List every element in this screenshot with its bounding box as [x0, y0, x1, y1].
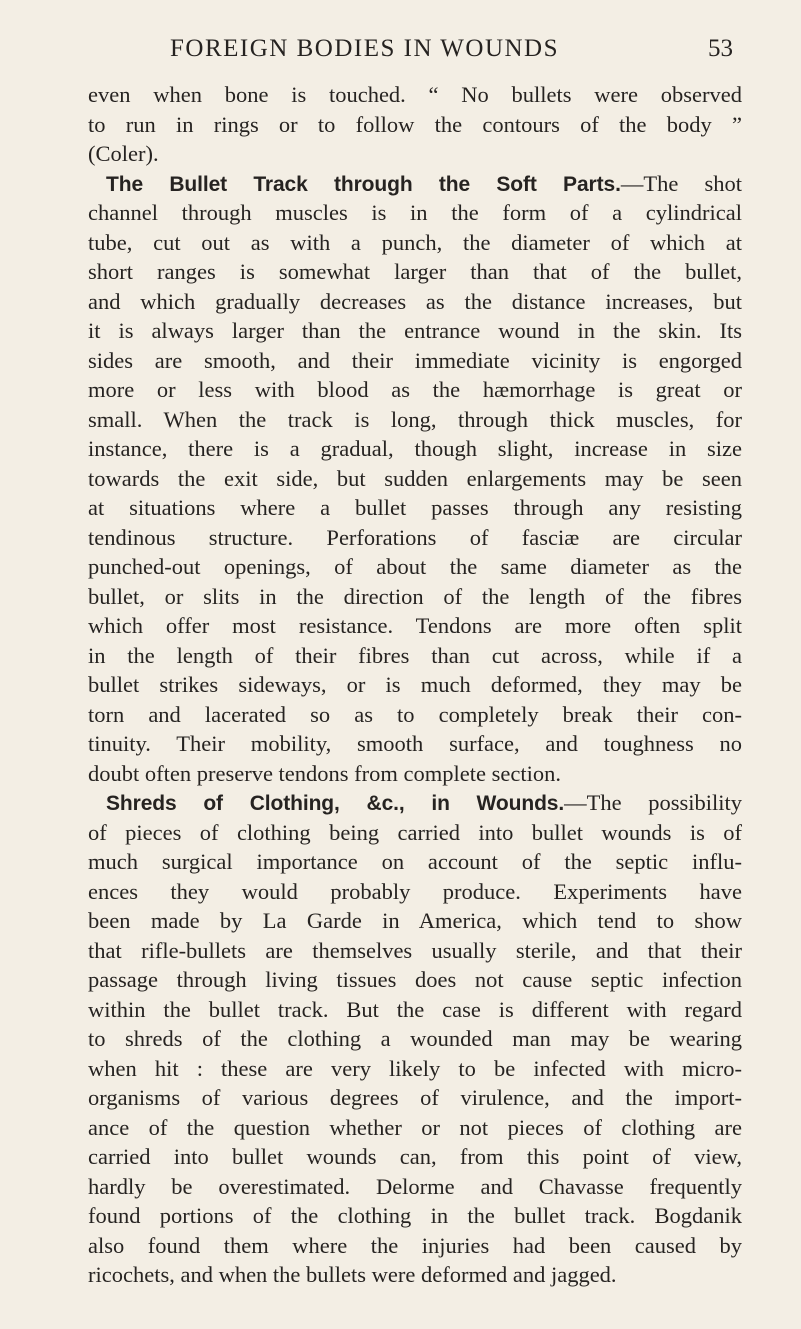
text-line: [88, 493, 742, 523]
text-line: [88, 523, 742, 553]
line-text: also found them where the injuries had been caused by: [88, 1232, 742, 1258]
line-text: towards the exit side, but sudden enlargements may be seen: [88, 465, 742, 491]
text-line: [88, 139, 742, 169]
text-line: [88, 936, 742, 966]
line-text: it is always larger than the entrance wound in the skin. Its: [88, 318, 742, 343]
line-text: punched-out openings, of about the same diameter as the: [88, 554, 742, 579]
line-text: channel through muscles is in the form of a cylindrical: [88, 200, 742, 225]
line-text: even when bone is touched. “ No bullets were observed: [88, 82, 742, 107]
text-line: [88, 1024, 742, 1054]
text-line: [88, 228, 742, 258]
line-text: to shreds of the clothing a wounded man may be wearing: [88, 1026, 742, 1051]
line-text: and which gradually decreases as the distance increases, but: [88, 288, 742, 314]
line-text: hardly be overestimated. Delorme and Chavasse frequently: [88, 1173, 742, 1199]
section-heading: Shreds of Clothing, &c., in Wounds.: [106, 792, 565, 815]
line-text: of pieces of clothing being carried into bullet wounds is of: [88, 819, 742, 845]
text-line: [88, 1142, 742, 1172]
line-text: tendinous structure. Perforations of fasciæ are circular: [88, 524, 742, 550]
text-line: [88, 198, 742, 228]
line-text: which offer most resistance. Tendons are more often split: [88, 613, 742, 638]
text-line: [88, 375, 742, 405]
text-line: [88, 1083, 742, 1113]
line-text: found portions of the clothing in the bullet track. Bogdanik: [88, 1203, 742, 1228]
line-text: bullet, or slits in the direction of the length of the fibres: [88, 583, 742, 609]
line-text: much surgical importance on account of the septic influ-: [88, 849, 742, 874]
line-text: in the length of their fibres than cut across, while if a: [88, 642, 742, 668]
text-line: [88, 906, 742, 936]
body-text: [88, 80, 742, 1290]
section-heading-line: [88, 788, 742, 818]
line-text: organisms of various degrees of virulence, and the import-: [88, 1085, 742, 1110]
text-line: [88, 434, 742, 464]
line-text: ences they would probably produce. Experiments have: [88, 878, 742, 904]
text-line: [88, 110, 742, 140]
text-line: [88, 729, 742, 759]
text-line: [88, 1113, 742, 1143]
text-line: [88, 847, 742, 877]
line-text: ricochets, and when the bullets were deformed and jagged.: [88, 1262, 617, 1287]
text-line: [88, 759, 742, 789]
running-head-title: FOREIGN BODIES IN WOUNDS: [170, 35, 560, 62]
text-line: [88, 877, 742, 907]
line-text: (Coler).: [88, 141, 159, 166]
text-line: [88, 1231, 742, 1261]
line-text: short ranges is somewhat larger than that of the bullet,: [88, 259, 742, 284]
line-text: to run in rings or to follow the contours of the body ”: [88, 111, 742, 137]
text-line: [88, 287, 742, 317]
line-text: small. When the track is long, through thick muscles, for: [88, 406, 742, 432]
section-heading: The Bullet Track through the Soft Parts.: [106, 172, 621, 196]
text-line: [88, 552, 742, 582]
text-line: [88, 346, 742, 376]
text-line: [88, 316, 742, 346]
line-text: instance, there is a gradual, though slight, increase in size: [88, 436, 742, 461]
text-line: [88, 582, 742, 612]
text-line: [88, 641, 742, 671]
text-line: [88, 611, 742, 641]
line-text: at situations where a bullet passes through any resisting: [88, 495, 742, 520]
text-line: [88, 818, 742, 848]
running-head: [0, 33, 801, 65]
line-text: ance of the question whether or not pieces of clothing are: [88, 1114, 742, 1140]
text-line: [88, 80, 742, 110]
line-text: within the bullet track. But the case is different with regard: [88, 996, 742, 1022]
page-number: 53: [708, 35, 733, 62]
line-text: that rifle-bullets are themselves usually sterile, and that their: [88, 937, 742, 963]
line-text: been made by La Garde in America, which tend to show: [88, 908, 742, 933]
line-text: doubt often preserve tendons from complete section.: [88, 760, 561, 786]
line-text: more or less with blood as the hæmorrhage is great or: [88, 377, 742, 402]
text-line: [88, 257, 742, 287]
text-line: [88, 405, 742, 435]
line-text: sides are smooth, and their immediate vicinity is engorged: [88, 347, 742, 373]
line-text: passage through living tissues does not cause septic infection: [88, 967, 742, 992]
text-line: [88, 965, 742, 995]
line-text: torn and lacerated so as to completely break their con-: [88, 701, 742, 727]
line-text: carried into bullet wounds can, from this point of view,: [88, 1144, 742, 1169]
text-line: [88, 464, 742, 494]
text-line: [88, 700, 742, 730]
section-heading-line: [88, 169, 742, 199]
text-line: [88, 1172, 742, 1202]
line-text: tinuity. Their mobility, smooth surface, and toughness no: [88, 731, 742, 756]
text-line: [88, 1054, 742, 1084]
line-text: —The possibility: [564, 790, 743, 815]
line-text: tube, cut out as with a punch, the diameter of which at: [88, 229, 742, 255]
text-line: [88, 670, 742, 700]
line-text: when hit : these are very likely to be infected with micro-: [88, 1055, 742, 1081]
text-line: [88, 995, 742, 1025]
text-line: [88, 1201, 742, 1231]
line-text: —The shot: [620, 170, 742, 196]
text-line: [88, 1260, 742, 1290]
line-text: bullet strikes sideways, or is much deformed, they may be: [88, 672, 742, 697]
